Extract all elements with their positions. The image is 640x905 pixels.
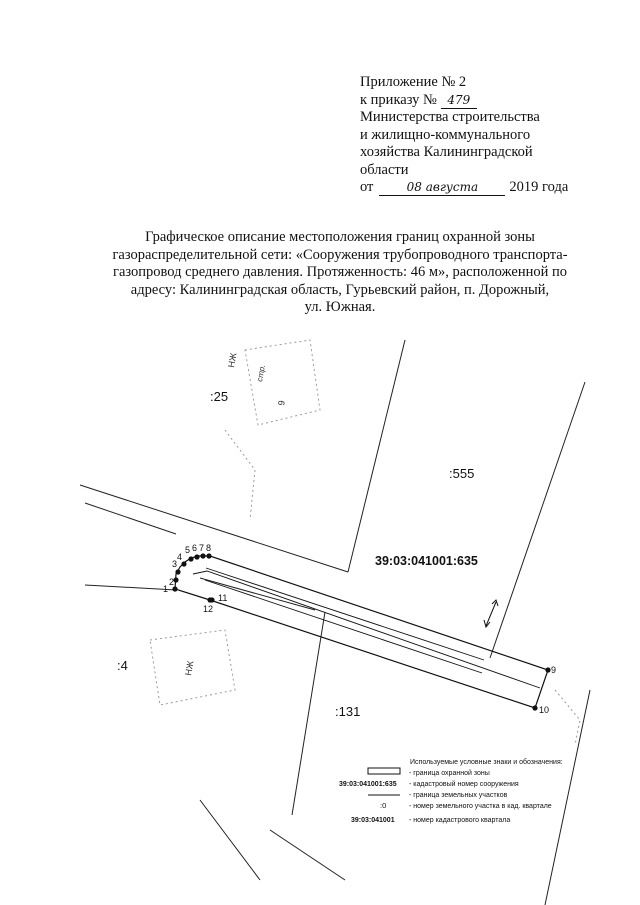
- vertex-7: [200, 553, 205, 558]
- building-label-nine: 9: [276, 399, 287, 407]
- boundary-131-west: [292, 612, 325, 815]
- point-label-4: 4: [177, 552, 183, 562]
- title-line-3: газопровод среднего давления. Протяженность: 46 м», расположенной по: [113, 264, 567, 280]
- boundary-lower-mid: [270, 830, 345, 880]
- point-label-5: 5: [185, 545, 191, 555]
- vertex-1: [172, 586, 177, 591]
- legend-item-cadastral-structure: - кадастровый номер сооружения: [409, 781, 519, 788]
- building-outline-top: [245, 340, 320, 425]
- point-label-3: 3: [172, 559, 178, 569]
- legend-item-parcel-number: - номер земельного участка в кад. квартале: [409, 803, 552, 810]
- parcel-label-131: :131: [335, 704, 361, 719]
- point-label-8: 8: [206, 543, 212, 553]
- vertex-5: [188, 556, 193, 561]
- order-number: 479: [441, 93, 477, 109]
- structure-cadastral-number: 39:03:041001:635: [375, 554, 478, 568]
- annex-line-6: области: [360, 161, 409, 178]
- boundary-555-east: [490, 382, 585, 658]
- legend-symbol-quarter: 39:03:041001: [351, 817, 395, 824]
- structure-line-south: [205, 580, 482, 673]
- legend-zone-symbol: [368, 768, 400, 774]
- point-label-2: 2: [169, 577, 175, 587]
- arrow-mark: [486, 602, 496, 626]
- point-label-10: 10: [539, 705, 550, 715]
- title-line-2: газораспределительной сети: «Сооружения трубопроводного транспорта-: [112, 246, 568, 263]
- protection-zone-boundary: [175, 556, 548, 708]
- boundary-right-edge: [545, 690, 590, 905]
- legend-item-zone: - граница охранной зоны: [409, 770, 490, 777]
- title-line-1: Графическое описание местоположения границ охранной зоны: [145, 229, 535, 245]
- title-line-4: адресу: Калининградская область, Гурьевский район, п. Дорожный,: [130, 281, 550, 298]
- parcel-label-25: :25: [210, 389, 229, 404]
- parcel-label-4: :4: [117, 658, 128, 673]
- point-label-7: 7: [199, 543, 205, 553]
- annex-line-3: Министерства строительства: [360, 109, 540, 125]
- contour-line-right: [555, 690, 580, 745]
- vertex-3: [175, 569, 180, 574]
- annex-line-4: и жилищно-коммунального: [360, 126, 531, 143]
- legend-symbol-parcel-number: :0: [380, 801, 387, 810]
- boundary-555-west: [348, 340, 405, 572]
- handwritten-date: 08 августа: [379, 180, 505, 196]
- building-label-nzh-top: НЖ: [226, 352, 239, 369]
- annex-line-5: хозяйства Калининградской: [360, 144, 533, 160]
- structure-line-north: [206, 568, 484, 660]
- date-prefix: от: [360, 179, 374, 195]
- vertex-12: [207, 597, 212, 602]
- legend-item-quarter: - номер кадастрового квартала: [409, 817, 511, 824]
- legend: [339, 758, 563, 824]
- point-label-1: 1: [163, 584, 169, 594]
- point-label-12: 12: [203, 604, 214, 614]
- contour-line-top: [225, 430, 255, 520]
- point-label-9: 9: [551, 665, 557, 675]
- point-label-6: 6: [192, 543, 198, 553]
- legend-item-boundary: - граница земельных участков: [409, 792, 508, 799]
- legend-symbol-cadastral-structure: 39:03:041001:635: [339, 781, 397, 788]
- boundary-road-north: [80, 485, 348, 572]
- point-label-11: 11: [218, 593, 228, 603]
- order-prefix: к приказу №: [360, 91, 437, 108]
- vertex-2: [173, 577, 178, 582]
- vertex-8: [206, 553, 211, 558]
- boundary-road-south: [85, 503, 176, 534]
- vertex-4: [181, 561, 186, 566]
- date-suffix: 2019 года: [509, 179, 569, 195]
- vertex-10: [532, 705, 537, 710]
- building-label-nzh-left: НЖ: [183, 660, 196, 677]
- annex-line-1: Приложение № 2: [360, 74, 467, 90]
- title-line-5: ул. Южная.: [304, 299, 376, 315]
- building-label-str: стр.: [255, 363, 267, 383]
- pipeline-centerline: [193, 571, 540, 688]
- vertex-9: [545, 667, 550, 672]
- legend-title: Используемые условные знаки и обозначения:: [410, 759, 563, 766]
- boundary-lower-left: [200, 800, 260, 880]
- parcel-label-555: :555: [449, 466, 475, 481]
- vertex-6: [194, 554, 199, 559]
